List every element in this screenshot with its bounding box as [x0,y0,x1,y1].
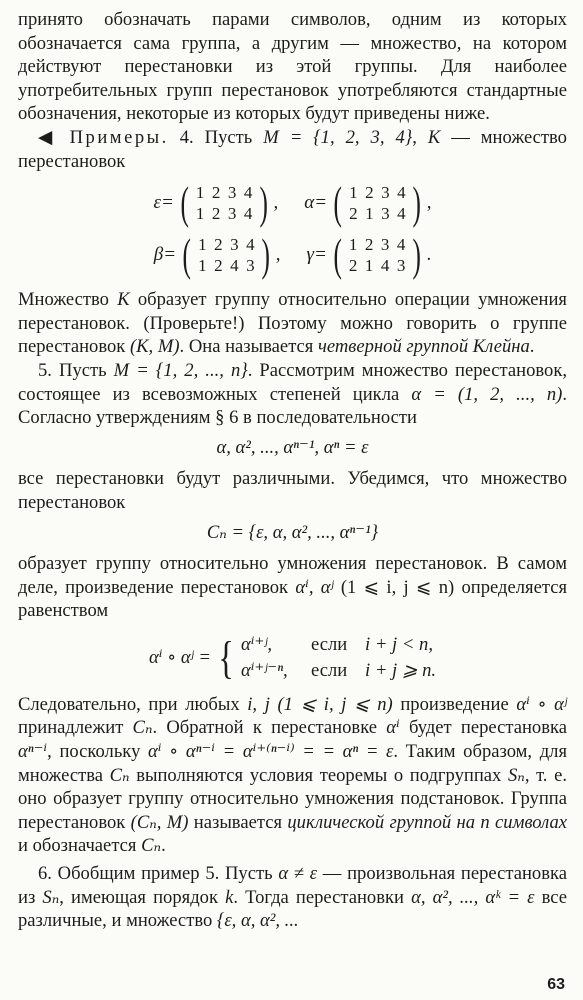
text: Следовательно, при любых [18,693,248,715]
text: 6. Обобщим пример 5. Пусть [38,863,279,885]
math: {ε, α, α², ... [216,910,299,932]
text: все различные, и множество [18,886,567,932]
matrix-grid [345,182,409,224]
paragraph-klein-group [18,288,567,359]
math: αⁱ ∘ αʲ [516,693,568,715]
math: i, j (1 ⩽ i, j ⩽ n) [247,693,393,715]
text: , поскольку [47,741,148,763]
matrix-parens [179,229,274,281]
cell: 4 [246,235,255,255]
cell: 2 [211,204,221,224]
text: , т. е. оно образует группу относительно умножения подстановок. Группа перестановок [18,764,567,833]
cell: 2 [365,183,374,203]
text: . Рассмотрим множество перестановок, состоящее из всевозможных степеней цикла [18,359,568,405]
math: (Cₙ, M) [130,811,189,833]
case-expr: αⁱ⁺ʲ, [241,633,273,655]
punct: . [426,244,432,266]
math: Cₙ [109,764,130,786]
text: образует группу относительно операции умножения перестановок. (Проверьте!) Поэтому можно говорить о группе перестановок [18,289,567,358]
set-m-formula: M = {1, 2, 3, 4} [263,126,413,148]
cell: 1 [364,256,374,276]
case-cond: i + j ⩾ n. [365,659,437,681]
math: Sₙ [42,886,60,908]
cell: 4 [397,183,406,203]
matrix-row [18,177,567,229]
cell: 3 [227,204,237,224]
matrix-epsilon: ε = ( 1 2 3 4 1 2 3 4 ) , [153,177,279,229]
cell: 2 [364,235,374,255]
matrix-name: β [153,244,164,266]
left-brace: { [218,631,234,683]
cell: 3 [227,183,237,203]
text: . Обратной к перестановке [152,717,387,739]
math: α ≠ ε [278,863,318,885]
text: , [412,126,428,148]
matrix-name: α [304,192,315,214]
math: αⁱ [386,717,400,739]
right-paren: ) [261,229,271,281]
text: — произвольная перестановка из [18,863,567,908]
cn-set-formula: Cₙ = {ε, α, α², ..., αⁿ⁻¹} [206,521,379,543]
cell: 2 [214,256,223,276]
paragraph-example-6 [18,862,567,933]
klein-matrices [18,177,567,281]
powers-ij: αⁱ, αʲ [295,576,334,598]
cell: 1 [365,204,374,224]
paragraph-notation: принято обозначать парами символов, одним из которых обозначается сама группа, а другим — множество, на котором действуют перестановки из этой группы. Для наиболее употребительных групп перестановок употребляются стандартные обозначения, некоторые из которых будут приведены ниже. [18,9,567,125]
case-word: если [311,659,348,681]
matrix-parens [330,229,425,281]
text: , имеющая порядок [59,886,226,908]
text: называется [188,811,288,833]
paragraph-consequence [18,693,567,858]
left-paren: ( [180,177,189,229]
math: Sₙ [507,764,525,786]
paragraph-product [18,552,567,623]
text: 4. Пусть [168,126,264,148]
text: выполняются условия теоремы о подгруппах [129,764,508,786]
cell: 2 [349,204,358,224]
case-cond: i + j < n, [365,633,433,655]
case-expr: αⁱ⁺ʲ⁻ⁿ, [241,659,288,681]
text: . [529,336,535,358]
left-paren: ( [182,229,191,281]
matrix-gamma: γ = ( 1 2 3 4 2 1 4 3 ) . [306,229,432,281]
punct: , [275,244,281,266]
cell: 2 [348,256,358,276]
right-paren: ) [412,177,422,229]
right-paren: ) [259,177,269,229]
cell: 3 [230,235,239,255]
math: α, α², ..., αᵏ = ε [411,886,535,908]
piecewise-lhs: αⁱ ∘ αʲ = [148,646,211,668]
cell: 1 [195,183,205,203]
text: . Согласно утверждениям § 6 в последовательности [18,383,568,429]
set-m-formula: M = {1, 2, ..., n} [113,359,248,381]
matrix-beta: β = ( 1 2 3 4 1 2 4 3 ) , [153,229,281,281]
power-sequence-formula: α, α², ..., αⁿ⁻¹, αⁿ = ε [216,436,369,458]
term-cyclic-group: циклической группой на n символах [287,811,568,833]
paragraph-example-4 [18,126,567,173]
cell: 3 [380,235,390,255]
cell: 2 [211,183,221,203]
left-paren: ( [333,177,342,229]
cell: 3 [246,256,255,276]
text: будет перестановка [399,717,568,739]
cell: 4 [396,235,406,255]
cell: 4 [380,256,390,276]
example-marker: ◀ [38,126,59,148]
cell: 2 [214,235,223,255]
text: Множество [18,289,118,311]
text: — множество перестановок [18,126,567,172]
cell: 4 [243,204,253,224]
text: и обозначается [18,835,142,857]
set-k-symbol: K [427,126,441,148]
cell: 3 [396,256,406,276]
case-word: если [311,633,348,655]
text: образует группу относительно умножения перестановок. В самом деле, произведение перестановок [18,553,567,598]
cell: 4 [397,204,406,224]
punct: , [273,192,279,214]
group-km: (K, M) [129,336,180,358]
cell: 4 [230,256,239,276]
math: Cₙ [132,717,153,739]
cell: 1 [348,235,358,255]
matrix-name: ε [153,192,162,214]
matrix-grid [192,182,256,224]
punct: , [426,192,432,214]
text: . Она называется [179,336,318,358]
matrix-name: γ [306,244,314,266]
cell: 3 [381,183,390,203]
piecewise-formula [18,633,567,683]
math: k [225,886,234,908]
math: αⁿ⁻ⁱ [18,741,48,763]
text: произведение [392,693,517,715]
term-klein-group: четверной группой Клейна [318,336,530,358]
matrix-grid [345,234,409,276]
examples-heading: Примеры. [69,126,169,148]
text: 5. Пусть [38,359,114,381]
cell: 1 [349,183,358,203]
text: (1 ⩽ i, j ⩽ n) определяется равенством [18,576,568,622]
text: принадлежит [18,717,133,739]
text: . Таким образом, для множества [18,741,567,786]
right-paren: ) [412,229,422,281]
paragraph-distinct: все перестановки будут различными. Убедимся, что множество перестановок [18,468,567,513]
text: . [161,835,166,857]
text: . Тогда перестановки [233,886,412,908]
symbol-k: K [117,289,130,311]
cell: 3 [381,204,390,224]
matrix-row [18,229,567,281]
cell: 1 [198,235,207,255]
matrix-parens [330,177,425,229]
piecewise-cases [241,633,436,683]
math: Cₙ [141,835,162,857]
matrix-parens [177,177,272,229]
paragraph-example-5 [18,359,567,430]
cell: 1 [195,204,205,224]
matrix-alpha: α = ( 1 2 3 4 2 1 3 4 ) , [304,177,432,229]
page-number: 63 [547,976,565,993]
matrix-grid [194,234,258,276]
cell: 1 [198,256,207,276]
cycle-formula: α = (1, 2, ..., n) [411,383,563,405]
math: αⁱ ∘ αⁿ⁻ⁱ = αⁱ⁺⁽ⁿ⁻ⁱ⁾ = = αⁿ = ε [148,741,394,763]
cell: 4 [243,183,253,203]
left-paren: ( [333,229,342,281]
